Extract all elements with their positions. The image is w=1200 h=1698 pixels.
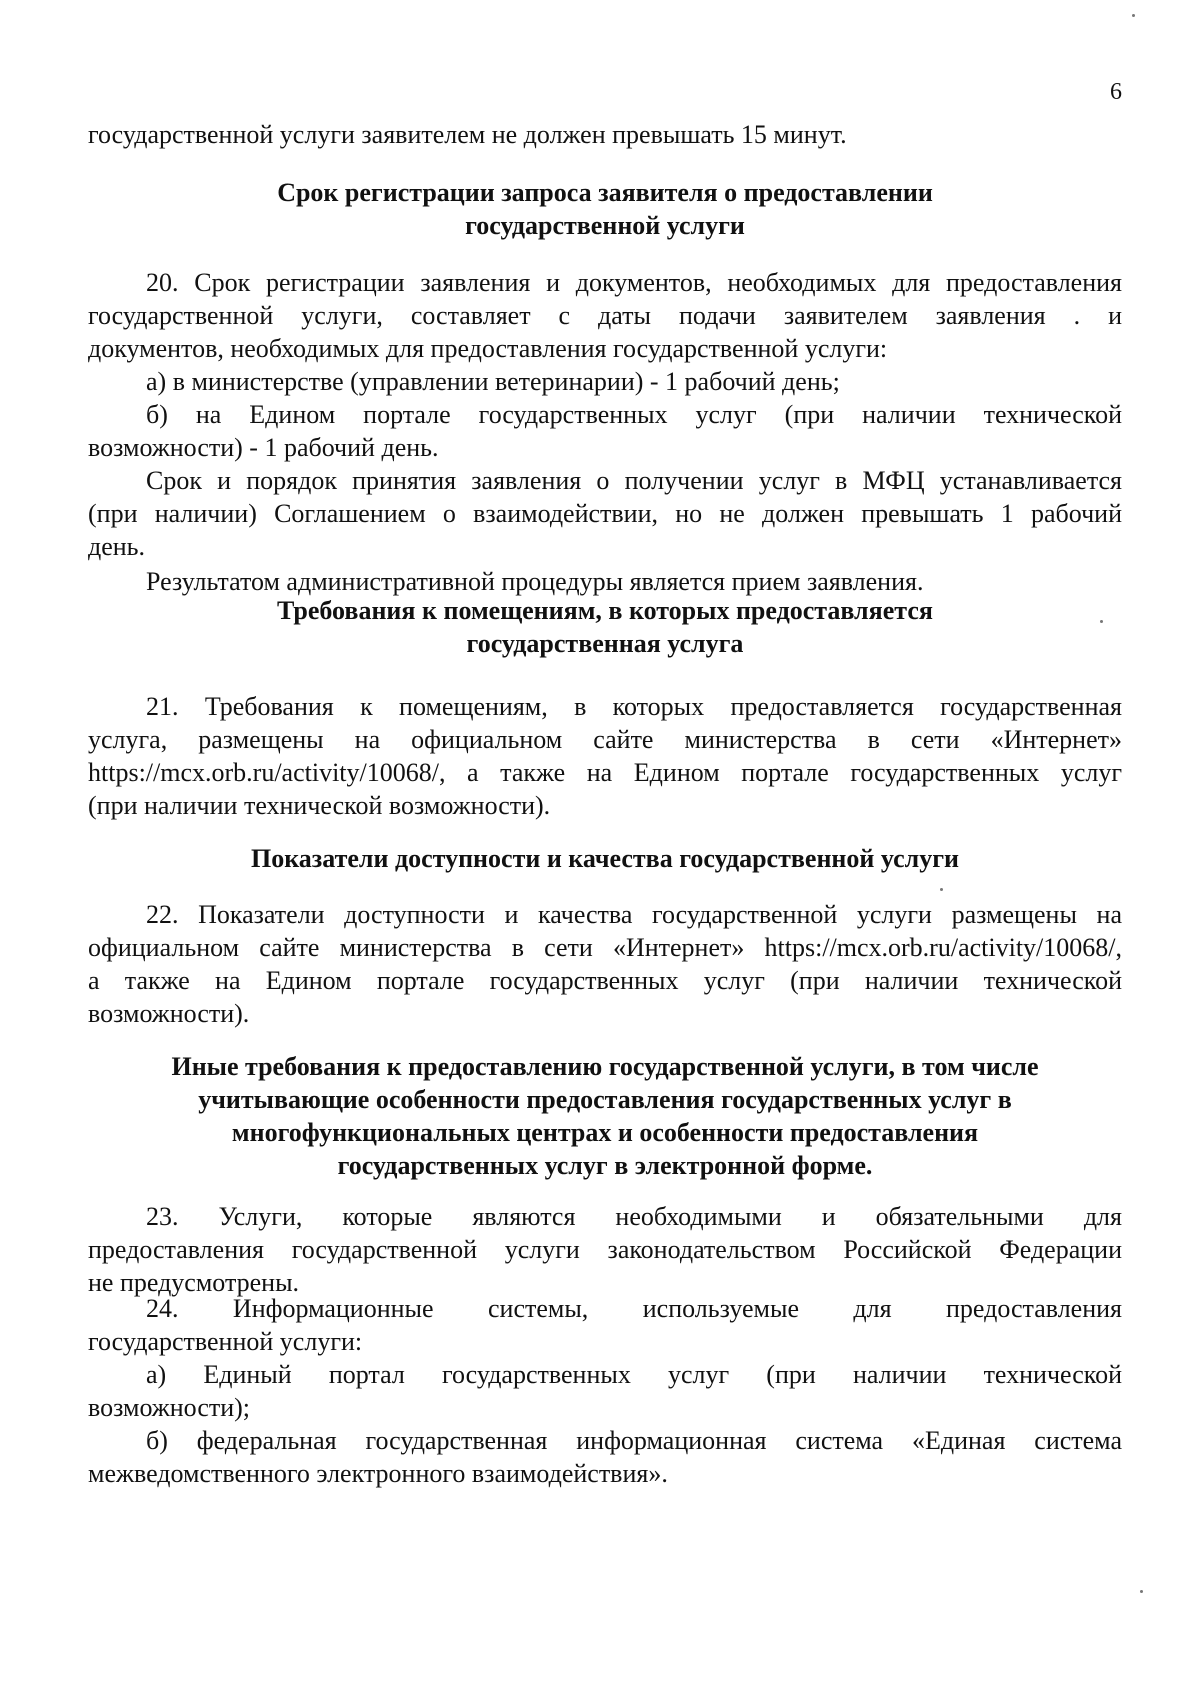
heading-line: учитывающие особенности предоставления государственных услуг в bbox=[198, 1085, 1012, 1114]
scan-speck bbox=[940, 888, 943, 891]
paragraph-24 bbox=[88, 1292, 1122, 1490]
scan-speck bbox=[1132, 14, 1135, 17]
text-line: 20. Срок регистрации заявления и документов, необходимых для предоставления bbox=[146, 268, 1122, 297]
section-heading-registration-term bbox=[88, 176, 1122, 242]
text-line: предоставления государственной услуги законодательством Российской Федерации bbox=[88, 1235, 1122, 1264]
text-line: 23. Услуги, которые являются необходимыми и обязательными для bbox=[146, 1202, 1122, 1231]
text-line: возможности); bbox=[88, 1393, 251, 1422]
text-line: документов, необходимых для предоставления государственной услуги: bbox=[88, 334, 888, 363]
scan-speck bbox=[1100, 620, 1103, 623]
page-number: 6 bbox=[1110, 79, 1122, 105]
section-heading-premises bbox=[88, 594, 1122, 660]
heading-line: государственных услуг в электронной форме. bbox=[337, 1151, 873, 1180]
text-line: услуга, размещены на официальном сайте министерства в сети «Интернет» bbox=[88, 725, 1122, 754]
heading-line: государственной услуги bbox=[465, 211, 745, 240]
section-heading-accessibility bbox=[88, 842, 1122, 875]
heading-line: государственная услуга bbox=[466, 629, 744, 658]
list-item-a: а) Единый портал государственных услуг (при наличии технической bbox=[146, 1360, 1122, 1389]
text-line: государственной услуги, составляет с даты подачи заявителем заявления . и bbox=[88, 301, 1122, 330]
heading-line: Иные требования к предоставлению государственной услуги, в том числе bbox=[171, 1052, 1039, 1081]
text-line: 21. Требования к помещениям, в которых предоставляется государственная bbox=[146, 692, 1122, 721]
intro-paragraph bbox=[88, 118, 1122, 151]
text-line: (при наличии) Соглашением о взаимодействии, но не должен превышать 1 рабочий bbox=[88, 499, 1122, 528]
list-item-b: б) федеральная государственная информационная система «Единая система bbox=[146, 1426, 1122, 1455]
text-line: (при наличии технической возможности). bbox=[88, 791, 551, 820]
text-line: 22. Показатели доступности и качества государственной услуги размещены на bbox=[146, 900, 1122, 929]
section-heading-other-requirements bbox=[88, 1050, 1122, 1182]
text-line: возможности). bbox=[88, 999, 250, 1028]
text-line: возможности) - 1 рабочий день. bbox=[88, 433, 439, 462]
text-line: не предусмотрены. bbox=[88, 1268, 300, 1297]
heading-line: Срок регистрации запроса заявителя о предоставлении bbox=[277, 178, 933, 207]
list-item-a: а) в министерстве (управлении ветеринарии) - 1 рабочий день; bbox=[146, 367, 840, 396]
text-line: а также на Едином портале государственных услуг (при наличии технической bbox=[88, 966, 1122, 995]
text-line: государственной услуги: bbox=[88, 1327, 363, 1356]
paragraph-22 bbox=[88, 898, 1122, 1030]
text-line: межведомственного электронного взаимодействия». bbox=[88, 1459, 668, 1488]
heading-line: многофункциональных центрах и особенности предоставления bbox=[231, 1118, 979, 1147]
scan-speck bbox=[1140, 1590, 1143, 1593]
heading-line: Показатели доступности и качества государственной услуги bbox=[250, 844, 960, 873]
paragraph-21 bbox=[88, 690, 1122, 822]
text-line: https://mcx.orb.ru/activity/10068/, а также на Едином портале государственных услуг bbox=[88, 758, 1122, 787]
paragraph-20 bbox=[88, 266, 1122, 598]
text-line: государственной услуги заявителем не должен превышать 15 минут. bbox=[88, 120, 847, 149]
text-line: день. bbox=[88, 532, 146, 561]
text-line: 24. Информационные системы, используемые для предоставления bbox=[146, 1294, 1122, 1323]
paragraph-23 bbox=[88, 1200, 1122, 1299]
text-line: официальном сайте министерства в сети «Интернет» https://mcx.orb.ru/activity/10068/, bbox=[88, 933, 1122, 962]
list-item-b: б) на Едином портале государственных услуг (при наличии технической bbox=[146, 400, 1122, 429]
heading-line: Требования к помещениям, в которых предоставляется bbox=[277, 596, 933, 625]
result-paragraph: Результатом административной процедуры является прием заявления. bbox=[146, 567, 924, 596]
mfc-paragraph: Срок и порядок принятия заявления о получении услуг в МФЦ устанавливается bbox=[146, 466, 1122, 495]
